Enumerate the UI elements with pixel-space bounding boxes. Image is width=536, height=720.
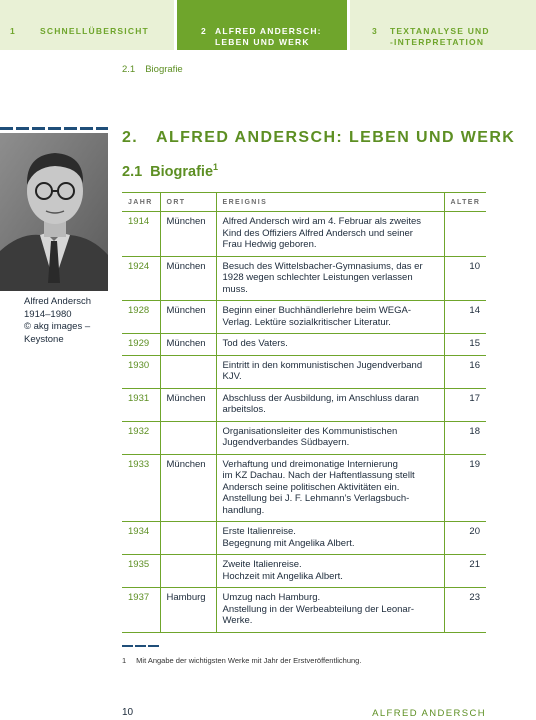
cell-age: 17 [444, 388, 486, 421]
chapter-title [122, 129, 515, 147]
tab-label [390, 26, 490, 48]
cell-year: 1934 [122, 522, 160, 555]
event-line: 1928 wegen schlechter Leistungen verlassen [222, 272, 413, 283]
event-line: Erste Italienreise. [222, 526, 296, 537]
event-line: Umzug nach Hamburg. [222, 592, 321, 603]
tab-label: SCHNELLÜBERSICHT [40, 26, 149, 36]
table-row [122, 388, 486, 421]
caption-line: © akg images – [24, 321, 91, 332]
cell-event [216, 454, 444, 522]
cell-event [216, 421, 444, 454]
portrait-illustration [0, 133, 108, 291]
event-line: Organisationsleiter des Kommunistischen [222, 425, 398, 437]
author-portrait [0, 133, 108, 291]
chapter-tabs [0, 0, 536, 50]
event-line: Zweite Italienreise. [222, 559, 302, 570]
cell-event [216, 555, 444, 588]
biography-table [122, 192, 486, 633]
cell-place [160, 421, 216, 454]
table-header-row [122, 193, 486, 212]
cell-place: München [160, 334, 216, 356]
event-line: Anstellung bei J. F. Lehmann’s Verlagsbuch- [222, 493, 410, 504]
cell-place: München [160, 256, 216, 301]
table-row [122, 588, 486, 633]
cell-year: 1933 [122, 454, 160, 522]
event-line: handlung. [222, 504, 265, 516]
tab-label [215, 26, 322, 48]
event-line: Werke. [222, 615, 253, 626]
caption-line: Alfred Andersch [24, 296, 92, 307]
event-line: Alfred Andersch wird am 4. Februar als zweites [222, 216, 422, 227]
table-row [122, 212, 486, 257]
cell-year: 1935 [122, 555, 160, 588]
photo-caption [24, 296, 91, 346]
cell-age: 16 [444, 355, 486, 388]
cell-event [216, 301, 444, 334]
tab-label-line: TEXTANALYSE UND [390, 26, 490, 36]
footnote [122, 656, 361, 665]
footnote-text: Mit Angabe der wichtigsten Werke mit Jahr der Erstveröffentlichung. [136, 656, 362, 665]
cell-year: 1937 [122, 588, 160, 633]
table-row [122, 334, 486, 356]
tab-number: 1 [10, 26, 16, 36]
cell-place: Hamburg [160, 588, 216, 633]
tab-label-line: LEBEN UND WERK [215, 37, 310, 47]
tab-label-line: ALFRED ANDERSCH: [215, 26, 322, 36]
tab-schnelluebersicht[interactable] [0, 0, 174, 50]
cell-age: 19 [444, 454, 486, 522]
header-event: EREIGNIS [216, 193, 444, 212]
cell-event [216, 522, 444, 555]
cell-place: München [160, 301, 216, 334]
table-row [122, 355, 486, 388]
running-title: ALFRED ANDERSCH [372, 708, 486, 719]
cell-place: München [160, 388, 216, 421]
table-row [122, 421, 486, 454]
footnote-number: 1 [122, 656, 127, 665]
table-row [122, 522, 486, 555]
event-line: Begegnung mit Angelika Albert. [222, 537, 355, 549]
cell-age: 23 [444, 588, 486, 633]
cell-age: 18 [444, 421, 486, 454]
cell-event [216, 256, 444, 301]
tab-textanalyse[interactable] [350, 0, 536, 50]
tab-label-line: -INTERPRETATION [390, 37, 485, 47]
event-line: Hochzeit mit Angelika Albert. [222, 570, 343, 582]
event-line: Verhaftung und dreimonatige Internierung [222, 458, 398, 470]
cell-year: 1930 [122, 355, 160, 388]
cell-place: München [160, 454, 216, 522]
event-line: Tod des Vaters. [222, 338, 288, 349]
cell-event [216, 588, 444, 633]
cell-age [444, 212, 486, 257]
chapter-number: 2. [122, 129, 139, 146]
cell-year: 1929 [122, 334, 160, 356]
caption-line: Keystone [24, 333, 64, 345]
header-age: ALTER [444, 193, 486, 212]
subchapter-title [122, 162, 218, 180]
tab-number: 2 [201, 26, 207, 36]
page-number: 10 [122, 707, 134, 718]
table-row [122, 256, 486, 301]
subchapter-title-text: Biografie [150, 164, 214, 180]
event-line: Verlag. Lektüre sozialkritischer Literatur. [222, 316, 391, 328]
cell-place [160, 555, 216, 588]
header-year: JAHR [122, 193, 160, 212]
event-line: Abschluss der Ausbildung, im Anschluss daran [222, 392, 419, 404]
cell-year: 1932 [122, 421, 160, 454]
header-place: ORT [160, 193, 216, 212]
event-line: Andersch seine politischen Aktivitäten ein. [222, 481, 400, 493]
event-line: muss. [222, 283, 248, 295]
event-line: im KZ Dachau. Nach der Haftentlassung stellt [222, 470, 415, 481]
cell-year: 1928 [122, 301, 160, 334]
table-row [122, 454, 486, 522]
caption-line: 1914–1980 [24, 308, 72, 320]
tab-leben-und-werk[interactable] [177, 0, 347, 50]
cell-place [160, 355, 216, 388]
event-line: Jugendverbandes Südbayern. [222, 437, 350, 448]
event-line: Beginn einer Buchhändlerlehre beim WEGA- [222, 305, 412, 316]
tab-number: 3 [372, 26, 378, 36]
table-row [122, 301, 486, 334]
cell-event [216, 388, 444, 421]
footnote-reference[interactable]: 1 [213, 162, 219, 172]
event-line: Eintritt in den kommunistischen Jugendverband [222, 359, 423, 371]
event-line: Kind des Offiziers Alfred Andersch und seiner [222, 227, 413, 239]
event-line: Anstellung in der Werbeabteilung der Leonar- [222, 603, 415, 615]
cell-year: 1931 [122, 388, 160, 421]
footnote-rule [122, 645, 160, 647]
cell-place [160, 522, 216, 555]
table-row [122, 555, 486, 588]
section-header [122, 64, 193, 75]
cell-age: 15 [444, 334, 486, 356]
cell-age: 20 [444, 522, 486, 555]
event-line: Frau Hedwig geboren. [222, 239, 317, 250]
subchapter-number: 2.1 [122, 164, 143, 180]
event-line: arbeitslos. [222, 404, 266, 415]
cell-age: 21 [444, 555, 486, 588]
event-line: Besuch des Wittelsbacher-Gymnasiums, das er [222, 260, 423, 272]
section-header-label: Biografie [145, 64, 183, 75]
cell-age: 14 [444, 301, 486, 334]
chapter-title-text: ALFRED ANDERSCH: LEBEN UND WERK [156, 129, 516, 146]
cell-event [216, 212, 444, 257]
dashed-rule [0, 127, 108, 130]
cell-year: 1914 [122, 212, 160, 257]
cell-year: 1924 [122, 256, 160, 301]
cell-event [216, 334, 444, 356]
cell-age: 10 [444, 256, 486, 301]
cell-place: München [160, 212, 216, 257]
cell-event [216, 355, 444, 388]
section-header-number: 2.1 [122, 64, 136, 75]
event-line: KJV. [222, 371, 242, 382]
